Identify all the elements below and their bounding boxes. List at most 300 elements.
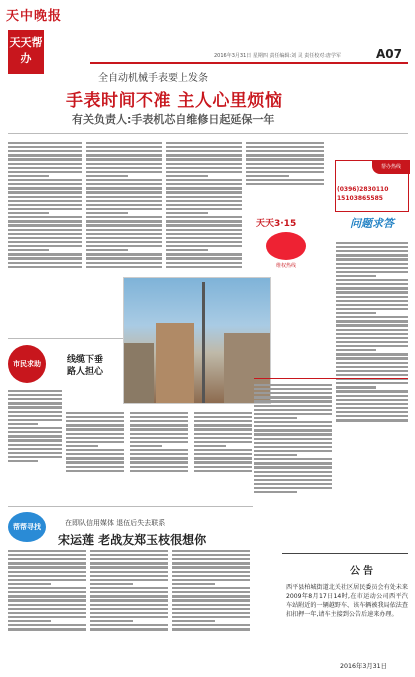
text-line <box>336 254 408 256</box>
text-line <box>166 204 242 206</box>
newspaper-logo: 天中晚报 <box>6 9 63 24</box>
text-line <box>8 402 62 404</box>
text-line <box>8 167 82 169</box>
text-line <box>336 333 408 335</box>
text-line <box>336 399 408 401</box>
text-line <box>254 466 332 468</box>
text-line <box>66 416 124 418</box>
section-title: 天天帮办 <box>8 30 44 74</box>
text-line <box>166 183 242 185</box>
text-line <box>90 591 168 593</box>
text-line <box>172 583 215 585</box>
text-line <box>172 595 250 597</box>
text-line <box>166 212 208 214</box>
hotline-numbers: (0396)2830110 15103865585 <box>337 186 389 202</box>
text-line <box>66 449 124 451</box>
text-line <box>90 575 168 577</box>
text-line <box>336 324 408 326</box>
text-line <box>86 183 162 185</box>
text-line <box>194 470 252 472</box>
text-line <box>8 558 86 560</box>
text-line <box>130 420 188 422</box>
text-line <box>8 158 82 160</box>
text-line <box>194 428 252 430</box>
text-line <box>8 628 86 630</box>
text-line <box>336 271 408 273</box>
text-line <box>336 258 408 260</box>
text-line <box>90 616 168 618</box>
text-line <box>172 550 250 552</box>
text-line <box>336 242 408 244</box>
text-line <box>336 357 408 359</box>
text-line <box>172 604 250 606</box>
text-line <box>166 224 242 226</box>
lead-subhead: 有关负责人:手表机芯自维修日起延保一年 <box>72 113 275 126</box>
text-line <box>166 249 208 251</box>
text-line <box>8 233 82 235</box>
text-line <box>194 420 252 422</box>
text-line <box>336 283 408 285</box>
divider <box>254 378 408 379</box>
text-line <box>254 442 332 444</box>
text-line <box>166 229 242 231</box>
text-line <box>130 470 188 472</box>
text-line <box>8 427 62 429</box>
text-line <box>86 241 162 243</box>
text-line <box>90 587 168 589</box>
text-line <box>194 445 226 447</box>
text-line <box>86 237 162 239</box>
text-line <box>8 406 62 408</box>
qa-column <box>336 240 408 512</box>
text-line <box>8 187 82 189</box>
text-line <box>8 599 86 601</box>
page-number: A07 <box>376 47 402 61</box>
text-line <box>254 479 332 481</box>
text-line <box>8 245 82 247</box>
text-line <box>86 167 162 169</box>
text-line <box>8 216 82 218</box>
text-line <box>8 196 82 198</box>
text-line <box>66 424 124 426</box>
text-line <box>90 554 168 556</box>
text-line <box>166 220 242 222</box>
text-line <box>254 421 332 423</box>
text-line <box>172 612 250 614</box>
text-line <box>166 208 242 210</box>
text-line <box>336 415 408 417</box>
text-line <box>90 620 133 622</box>
text-line <box>254 446 332 448</box>
text-line <box>336 308 408 310</box>
text-line <box>166 142 242 144</box>
text-line <box>66 441 124 443</box>
text-line <box>66 470 124 472</box>
text-line <box>172 608 250 610</box>
text-line <box>172 591 250 593</box>
text-line <box>254 405 332 407</box>
text-line <box>172 558 250 560</box>
text-line <box>86 262 162 264</box>
masthead-rule <box>90 62 408 64</box>
text-line <box>336 250 408 252</box>
text-line <box>254 400 332 402</box>
text-line <box>66 453 124 455</box>
text-line <box>194 461 252 463</box>
text-line <box>336 275 376 277</box>
text-line <box>130 449 188 451</box>
text-line <box>90 550 168 552</box>
text-line <box>336 382 408 384</box>
text-line <box>336 362 408 364</box>
text-line <box>86 216 162 218</box>
notice-border <box>282 553 408 554</box>
text-line <box>86 257 162 259</box>
news-photo <box>123 277 271 404</box>
text-line <box>254 483 332 485</box>
text-line <box>336 374 408 376</box>
text-line <box>254 413 332 415</box>
text-line <box>8 579 86 581</box>
text-line <box>8 595 86 597</box>
text-line <box>246 171 324 173</box>
text-line <box>246 154 324 156</box>
date-line: 2016年3月31日 星期四 责任编辑:刘 灵 责任校对:唐学军 <box>214 53 341 59</box>
text-line <box>8 620 51 622</box>
text-line <box>172 575 250 577</box>
ask-answer-logo: 问题求答 <box>350 217 394 230</box>
text-line <box>8 562 86 564</box>
text-line <box>254 425 332 427</box>
citizen-help-badge: 市民求助 <box>8 345 46 383</box>
notice-title: 公告 <box>350 566 376 577</box>
text-line <box>166 163 242 165</box>
text-line <box>8 431 62 433</box>
text-line <box>246 146 324 148</box>
text-line <box>8 587 86 589</box>
text-line <box>254 475 332 477</box>
text-line <box>254 458 332 460</box>
text-line <box>166 237 242 239</box>
text-line <box>336 246 408 248</box>
text-line <box>8 394 62 396</box>
text-line <box>166 187 242 189</box>
text-line <box>130 445 162 447</box>
text-line <box>90 624 168 626</box>
text-line <box>86 233 162 235</box>
text-line <box>336 329 408 331</box>
text-line <box>336 337 408 339</box>
text-line <box>8 591 86 593</box>
text-line <box>336 279 408 281</box>
text-line <box>166 266 242 268</box>
text-line <box>8 175 49 177</box>
text-line <box>8 241 82 243</box>
article-column <box>172 548 250 670</box>
text-line <box>8 220 82 222</box>
article-column <box>194 410 252 503</box>
text-line <box>172 554 250 556</box>
text-line <box>86 204 162 206</box>
section3-headline: 宋运莲 老战友郑玉枝很想你 <box>58 533 207 547</box>
text-line <box>336 386 376 388</box>
text-line <box>86 208 162 210</box>
text-line <box>8 179 82 181</box>
section2-headline: 线缆下垂 路人担心 <box>67 355 104 377</box>
text-line <box>336 349 376 351</box>
text-line <box>254 450 332 452</box>
text-line <box>90 595 168 597</box>
text-line <box>8 616 86 618</box>
text-line <box>254 462 332 464</box>
text-line <box>166 216 242 218</box>
text-line <box>8 624 86 626</box>
text-line <box>8 154 82 156</box>
text-line <box>90 562 168 564</box>
text-line <box>8 150 82 152</box>
article-column <box>254 382 332 550</box>
text-line <box>8 142 82 144</box>
article-column <box>8 388 62 503</box>
text-line <box>8 390 62 392</box>
text-line <box>86 171 162 173</box>
text-line <box>8 554 86 556</box>
text-line <box>172 624 250 626</box>
text-line <box>336 300 408 302</box>
text-line <box>86 187 162 189</box>
text-line <box>86 154 162 156</box>
text-line <box>8 439 62 441</box>
text-line <box>130 457 188 459</box>
text-line <box>8 448 62 450</box>
text-line <box>172 587 250 589</box>
text-line <box>8 575 86 577</box>
text-line <box>166 191 242 193</box>
text-line <box>254 429 332 431</box>
text-line <box>8 204 82 206</box>
text-line <box>166 171 242 173</box>
text-line <box>166 154 242 156</box>
text-line <box>8 583 51 585</box>
text-line <box>86 200 162 202</box>
text-line <box>254 392 332 394</box>
text-line <box>130 441 188 443</box>
text-line <box>8 266 82 268</box>
text-line <box>8 237 82 239</box>
article-column <box>8 140 82 335</box>
text-line <box>166 245 242 247</box>
text-line <box>86 266 162 268</box>
text-line <box>8 146 82 148</box>
text-line <box>172 599 250 601</box>
text-line <box>8 435 62 437</box>
text-line <box>8 419 62 421</box>
text-line <box>336 407 408 409</box>
text-line <box>8 200 82 202</box>
text-line <box>130 437 188 439</box>
ad-caption: 维权热线 <box>276 263 297 269</box>
text-line <box>246 183 324 185</box>
text-line <box>166 175 208 177</box>
text-line <box>194 466 252 468</box>
text-line <box>86 224 162 226</box>
text-line <box>336 312 376 314</box>
text-line <box>8 163 82 165</box>
text-line <box>166 158 242 160</box>
text-line <box>166 150 242 152</box>
text-line <box>66 420 124 422</box>
text-line <box>130 433 188 435</box>
text-line <box>66 461 124 463</box>
text-line <box>86 196 162 198</box>
article-column <box>130 410 188 503</box>
text-line <box>90 583 133 585</box>
text-line <box>90 579 168 581</box>
text-line <box>8 608 86 610</box>
text-line <box>8 224 82 226</box>
text-line <box>172 579 250 581</box>
text-line <box>8 257 82 259</box>
text-line <box>336 411 408 413</box>
text-line <box>172 620 215 622</box>
text-line <box>254 433 332 435</box>
text-line <box>336 390 408 392</box>
text-line <box>130 453 188 455</box>
text-line <box>90 558 168 560</box>
text-line <box>254 388 332 390</box>
text-line <box>336 419 408 421</box>
text-line <box>130 466 188 468</box>
text-line <box>86 229 162 231</box>
text-line <box>246 158 324 160</box>
text-line <box>8 411 62 413</box>
text-line <box>8 566 86 568</box>
text-line <box>166 179 242 181</box>
text-line <box>8 452 62 454</box>
lead-headline: 手表时间不准 主人心里烦恼 <box>66 91 283 111</box>
text-line <box>336 304 408 306</box>
text-line <box>90 612 168 614</box>
article-column <box>90 548 168 670</box>
text-line <box>336 353 408 355</box>
text-line <box>8 191 82 193</box>
text-line <box>66 445 98 447</box>
text-line <box>254 384 332 386</box>
text-line <box>172 616 250 618</box>
text-line <box>336 263 408 265</box>
text-line <box>336 291 408 293</box>
text-line <box>86 253 162 255</box>
text-line <box>246 175 289 177</box>
text-line <box>90 566 168 568</box>
text-line <box>86 245 162 247</box>
text-line <box>8 398 62 400</box>
text-line <box>194 453 252 455</box>
text-line <box>86 212 128 214</box>
text-line <box>194 433 252 435</box>
text-line <box>86 158 162 160</box>
text-line <box>166 253 242 255</box>
text-line <box>194 424 252 426</box>
text-line <box>246 142 324 144</box>
text-line <box>166 262 242 264</box>
text-line <box>8 460 38 462</box>
divider <box>8 506 253 507</box>
text-line <box>8 249 49 251</box>
text-line <box>172 571 250 573</box>
text-line <box>336 316 408 318</box>
text-line <box>8 423 38 425</box>
text-line <box>194 437 252 439</box>
text-line <box>86 220 162 222</box>
text-line <box>166 167 242 169</box>
text-line <box>254 487 332 489</box>
text-line <box>336 395 408 397</box>
ad-title: 天天3·15 <box>256 219 297 229</box>
text-line <box>86 146 162 148</box>
ad-emblem <box>266 232 306 260</box>
section3-subhead: 在即队信用媒体 退伍后失去联系 <box>65 519 166 527</box>
text-line <box>166 257 242 259</box>
text-line <box>254 491 297 493</box>
text-line <box>8 415 62 417</box>
text-line <box>66 457 124 459</box>
divider <box>8 133 408 134</box>
text-line <box>194 416 252 418</box>
text-line <box>66 433 124 435</box>
text-line <box>254 454 297 456</box>
notice-body: 西平县柏城街道北关社区居民委员会有处未来2009年8月17日14时,在市运动公司西平汽车站附近的一辆越野车、该车辆被我局依法查扣扣押一年,请车主接到公告后速来办理。 <box>286 584 408 618</box>
text-line <box>8 208 82 210</box>
text-line <box>254 396 332 398</box>
text-line <box>336 320 408 322</box>
text-line <box>8 229 82 231</box>
text-line <box>66 466 124 468</box>
hotline-tag: 帮办热线 <box>372 160 410 174</box>
text-line <box>8 171 82 173</box>
text-line <box>194 449 252 451</box>
text-line <box>8 444 62 446</box>
help-search-badge: 帮帮寻找 <box>8 512 46 542</box>
text-line <box>90 604 168 606</box>
text-line <box>90 571 168 573</box>
text-line <box>172 562 250 564</box>
text-line <box>166 196 242 198</box>
text-line <box>166 146 242 148</box>
text-line <box>66 428 124 430</box>
text-line <box>194 457 252 459</box>
text-line <box>254 471 332 473</box>
text-line <box>130 424 188 426</box>
text-line <box>336 296 408 298</box>
text-line <box>86 179 162 181</box>
text-line <box>246 163 324 165</box>
text-line <box>90 608 168 610</box>
text-line <box>8 212 49 214</box>
notice-date: 2016年3月31日 <box>340 663 387 670</box>
text-line <box>336 287 408 289</box>
text-line <box>86 175 128 177</box>
text-line <box>8 550 86 552</box>
text-line <box>336 341 408 343</box>
text-line <box>8 604 86 606</box>
text-line <box>8 183 82 185</box>
text-line <box>172 566 250 568</box>
text-line <box>166 241 242 243</box>
article-column <box>66 410 124 503</box>
lead-kicker: 全自动机械手表要上发条 <box>98 73 208 84</box>
text-line <box>8 262 82 264</box>
